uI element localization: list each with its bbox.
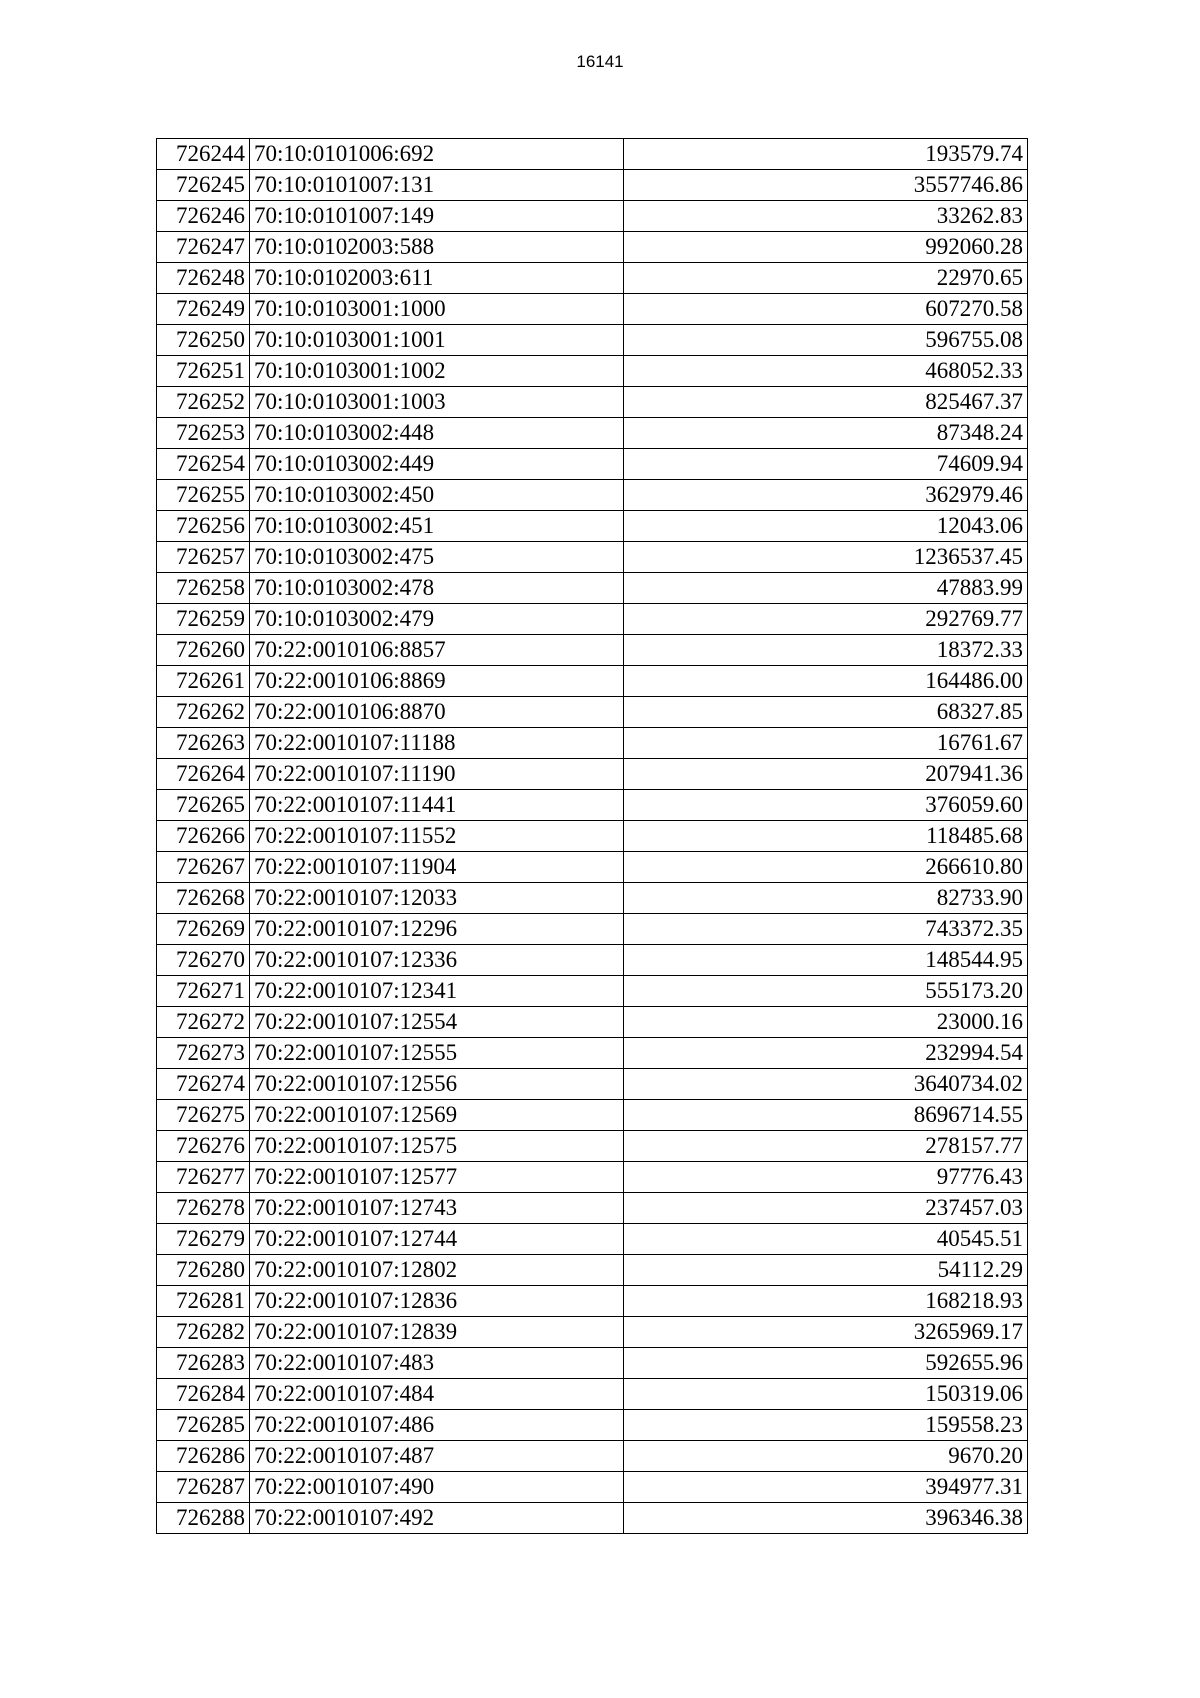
row-number-cell: 726283	[157, 1348, 250, 1379]
value-cell: 592655.96	[624, 1348, 1028, 1379]
table-row	[157, 387, 1028, 418]
value-cell: 743372.35	[624, 914, 1028, 945]
cadastral-number-cell: 70:22:0010107:492	[250, 1503, 624, 1534]
cadastral-number-cell: 70:10:0102003:588	[250, 232, 624, 263]
cadastral-number-cell: 70:22:0010107:12341	[250, 976, 624, 1007]
table-row	[157, 294, 1028, 325]
cadastral-number-cell: 70:22:0010107:12336	[250, 945, 624, 976]
value-cell: 33262.83	[624, 201, 1028, 232]
value-cell: 82733.90	[624, 883, 1028, 914]
table-row	[157, 1348, 1028, 1379]
row-number-cell: 726278	[157, 1193, 250, 1224]
cadastral-number-cell: 70:22:0010107:12802	[250, 1255, 624, 1286]
cadastral-number-cell: 70:22:0010107:12554	[250, 1007, 624, 1038]
cadastral-number-cell: 70:22:0010107:12744	[250, 1224, 624, 1255]
table-row	[157, 790, 1028, 821]
value-cell: 396346.38	[624, 1503, 1028, 1534]
row-number-cell: 726252	[157, 387, 250, 418]
row-number-cell: 726265	[157, 790, 250, 821]
cadastral-number-cell: 70:10:0103002:450	[250, 480, 624, 511]
row-number-cell: 726274	[157, 1069, 250, 1100]
cadastral-number-cell: 70:10:0103001:1000	[250, 294, 624, 325]
table-row	[157, 1255, 1028, 1286]
value-cell: 3557746.86	[624, 170, 1028, 201]
value-cell: 16761.67	[624, 728, 1028, 759]
row-number-cell: 726271	[157, 976, 250, 1007]
row-number-cell: 726259	[157, 604, 250, 635]
cadastral-number-cell: 70:22:0010107:487	[250, 1441, 624, 1472]
row-number-cell: 726281	[157, 1286, 250, 1317]
value-cell: 207941.36	[624, 759, 1028, 790]
value-cell: 87348.24	[624, 418, 1028, 449]
cadastral-number-cell: 70:22:0010107:12555	[250, 1038, 624, 1069]
row-number-cell: 726285	[157, 1410, 250, 1441]
table-row	[157, 1379, 1028, 1410]
value-cell: 168218.93	[624, 1286, 1028, 1317]
table-row	[157, 821, 1028, 852]
table-row	[157, 263, 1028, 294]
row-number-cell: 726263	[157, 728, 250, 759]
table-row	[157, 666, 1028, 697]
table-row	[157, 1162, 1028, 1193]
row-number-cell: 726249	[157, 294, 250, 325]
table-row	[157, 542, 1028, 573]
cadastral-number-cell: 70:22:0010107:11190	[250, 759, 624, 790]
registry-table	[156, 138, 1028, 1534]
cadastral-number-cell: 70:10:0103002:449	[250, 449, 624, 480]
table-row	[157, 1069, 1028, 1100]
table-row	[157, 1100, 1028, 1131]
row-number-cell: 726261	[157, 666, 250, 697]
cadastral-number-cell: 70:22:0010107:12575	[250, 1131, 624, 1162]
cadastral-number-cell: 70:10:0103002:475	[250, 542, 624, 573]
cadastral-number-cell: 70:22:0010107:11904	[250, 852, 624, 883]
row-number-cell: 726246	[157, 201, 250, 232]
value-cell: 18372.33	[624, 635, 1028, 666]
cadastral-number-cell: 70:22:0010107:490	[250, 1472, 624, 1503]
value-cell: 193579.74	[624, 139, 1028, 170]
row-number-cell: 726280	[157, 1255, 250, 1286]
row-number-cell: 726270	[157, 945, 250, 976]
row-number-cell: 726244	[157, 139, 250, 170]
cadastral-number-cell: 70:22:0010107:11552	[250, 821, 624, 852]
value-cell: 596755.08	[624, 325, 1028, 356]
table-row	[157, 1193, 1028, 1224]
value-cell: 9670.20	[624, 1441, 1028, 1472]
table-row	[157, 1131, 1028, 1162]
row-number-cell: 726262	[157, 697, 250, 728]
value-cell: 292769.77	[624, 604, 1028, 635]
table-row	[157, 759, 1028, 790]
value-cell: 607270.58	[624, 294, 1028, 325]
table-row	[157, 449, 1028, 480]
cadastral-number-cell: 70:10:0103002:479	[250, 604, 624, 635]
table-row	[157, 1007, 1028, 1038]
table-row	[157, 1503, 1028, 1534]
table-row	[157, 914, 1028, 945]
row-number-cell: 726253	[157, 418, 250, 449]
table-row	[157, 1410, 1028, 1441]
cadastral-number-cell: 70:22:0010107:12836	[250, 1286, 624, 1317]
cadastral-number-cell: 70:22:0010107:12556	[250, 1069, 624, 1100]
row-number-cell: 726250	[157, 325, 250, 356]
value-cell: 74609.94	[624, 449, 1028, 480]
value-cell: 164486.00	[624, 666, 1028, 697]
cadastral-number-cell: 70:10:0102003:611	[250, 263, 624, 294]
table-row	[157, 325, 1028, 356]
value-cell: 278157.77	[624, 1131, 1028, 1162]
row-number-cell: 726251	[157, 356, 250, 387]
row-number-cell: 726277	[157, 1162, 250, 1193]
row-number-cell: 726260	[157, 635, 250, 666]
table-row	[157, 1038, 1028, 1069]
row-number-cell: 726258	[157, 573, 250, 604]
table-row	[157, 170, 1028, 201]
row-number-cell: 726269	[157, 914, 250, 945]
cadastral-number-cell: 70:22:0010107:12296	[250, 914, 624, 945]
page-number: 16141	[576, 52, 624, 71]
value-cell: 118485.68	[624, 821, 1028, 852]
row-number-cell: 726245	[157, 170, 250, 201]
row-number-cell: 726266	[157, 821, 250, 852]
cadastral-number-cell: 70:10:0103002:451	[250, 511, 624, 542]
value-cell: 266610.80	[624, 852, 1028, 883]
table-row	[157, 139, 1028, 170]
value-cell: 825467.37	[624, 387, 1028, 418]
cadastral-number-cell: 70:10:0103001:1003	[250, 387, 624, 418]
value-cell: 22970.65	[624, 263, 1028, 294]
table-row	[157, 232, 1028, 263]
cadastral-number-cell: 70:10:0101006:692	[250, 139, 624, 170]
table-row	[157, 573, 1028, 604]
value-cell: 3265969.17	[624, 1317, 1028, 1348]
value-cell: 8696714.55	[624, 1100, 1028, 1131]
table-row	[157, 635, 1028, 666]
value-cell: 23000.16	[624, 1007, 1028, 1038]
table-row	[157, 201, 1028, 232]
row-number-cell: 726268	[157, 883, 250, 914]
row-number-cell: 726286	[157, 1441, 250, 1472]
table-row	[157, 852, 1028, 883]
cadastral-number-cell: 70:10:0103001:1001	[250, 325, 624, 356]
row-number-cell: 726279	[157, 1224, 250, 1255]
table-row	[157, 697, 1028, 728]
cadastral-number-cell: 70:22:0010107:12839	[250, 1317, 624, 1348]
row-number-cell: 726255	[157, 480, 250, 511]
cadastral-number-cell: 70:22:0010107:12743	[250, 1193, 624, 1224]
row-number-cell: 726288	[157, 1503, 250, 1534]
cadastral-number-cell: 70:10:0103001:1002	[250, 356, 624, 387]
value-cell: 148544.95	[624, 945, 1028, 976]
table-row	[157, 945, 1028, 976]
cadastral-number-cell: 70:22:0010106:8870	[250, 697, 624, 728]
row-number-cell: 726282	[157, 1317, 250, 1348]
row-number-cell: 726256	[157, 511, 250, 542]
cadastral-number-cell: 70:22:0010107:12569	[250, 1100, 624, 1131]
cadastral-number-cell: 70:10:0103002:478	[250, 573, 624, 604]
value-cell: 3640734.02	[624, 1069, 1028, 1100]
table-row	[157, 883, 1028, 914]
cadastral-number-cell: 70:22:0010106:8869	[250, 666, 624, 697]
row-number-cell: 726273	[157, 1038, 250, 1069]
table-row	[157, 1317, 1028, 1348]
row-number-cell: 726276	[157, 1131, 250, 1162]
table-row	[157, 511, 1028, 542]
table-row	[157, 728, 1028, 759]
value-cell: 40545.51	[624, 1224, 1028, 1255]
row-number-cell: 726275	[157, 1100, 250, 1131]
row-number-cell: 726248	[157, 263, 250, 294]
value-cell: 362979.46	[624, 480, 1028, 511]
value-cell: 12043.06	[624, 511, 1028, 542]
value-cell: 150319.06	[624, 1379, 1028, 1410]
cadastral-number-cell: 70:22:0010107:12033	[250, 883, 624, 914]
cadastral-number-cell: 70:10:0101007:131	[250, 170, 624, 201]
value-cell: 376059.60	[624, 790, 1028, 821]
row-number-cell: 726247	[157, 232, 250, 263]
table-row	[157, 1224, 1028, 1255]
cadastral-number-cell: 70:10:0103002:448	[250, 418, 624, 449]
value-cell: 68327.85	[624, 697, 1028, 728]
cadastral-number-cell: 70:22:0010107:484	[250, 1379, 624, 1410]
cadastral-number-cell: 70:10:0101007:149	[250, 201, 624, 232]
row-number-cell: 726254	[157, 449, 250, 480]
value-cell: 468052.33	[624, 356, 1028, 387]
value-cell: 232994.54	[624, 1038, 1028, 1069]
cadastral-number-cell: 70:22:0010107:486	[250, 1410, 624, 1441]
table-row	[157, 1286, 1028, 1317]
row-number-cell: 726284	[157, 1379, 250, 1410]
cadastral-number-cell: 70:22:0010106:8857	[250, 635, 624, 666]
value-cell: 237457.03	[624, 1193, 1028, 1224]
cadastral-number-cell: 70:22:0010107:11441	[250, 790, 624, 821]
table-row	[157, 976, 1028, 1007]
row-number-cell: 726272	[157, 1007, 250, 1038]
table-row	[157, 480, 1028, 511]
registry-table-body	[157, 139, 1028, 1534]
value-cell: 54112.29	[624, 1255, 1028, 1286]
row-number-cell: 726267	[157, 852, 250, 883]
value-cell: 97776.43	[624, 1162, 1028, 1193]
value-cell: 394977.31	[624, 1472, 1028, 1503]
table-row	[157, 356, 1028, 387]
table-row	[157, 418, 1028, 449]
table-row	[157, 1441, 1028, 1472]
value-cell: 1236537.45	[624, 542, 1028, 573]
value-cell: 992060.28	[624, 232, 1028, 263]
value-cell: 47883.99	[624, 573, 1028, 604]
row-number-cell: 726287	[157, 1472, 250, 1503]
cadastral-number-cell: 70:22:0010107:11188	[250, 728, 624, 759]
row-number-cell: 726257	[157, 542, 250, 573]
cadastral-number-cell: 70:22:0010107:12577	[250, 1162, 624, 1193]
row-number-cell: 726264	[157, 759, 250, 790]
table-row	[157, 1472, 1028, 1503]
value-cell: 159558.23	[624, 1410, 1028, 1441]
value-cell: 555173.20	[624, 976, 1028, 1007]
cadastral-number-cell: 70:22:0010107:483	[250, 1348, 624, 1379]
table-row	[157, 604, 1028, 635]
